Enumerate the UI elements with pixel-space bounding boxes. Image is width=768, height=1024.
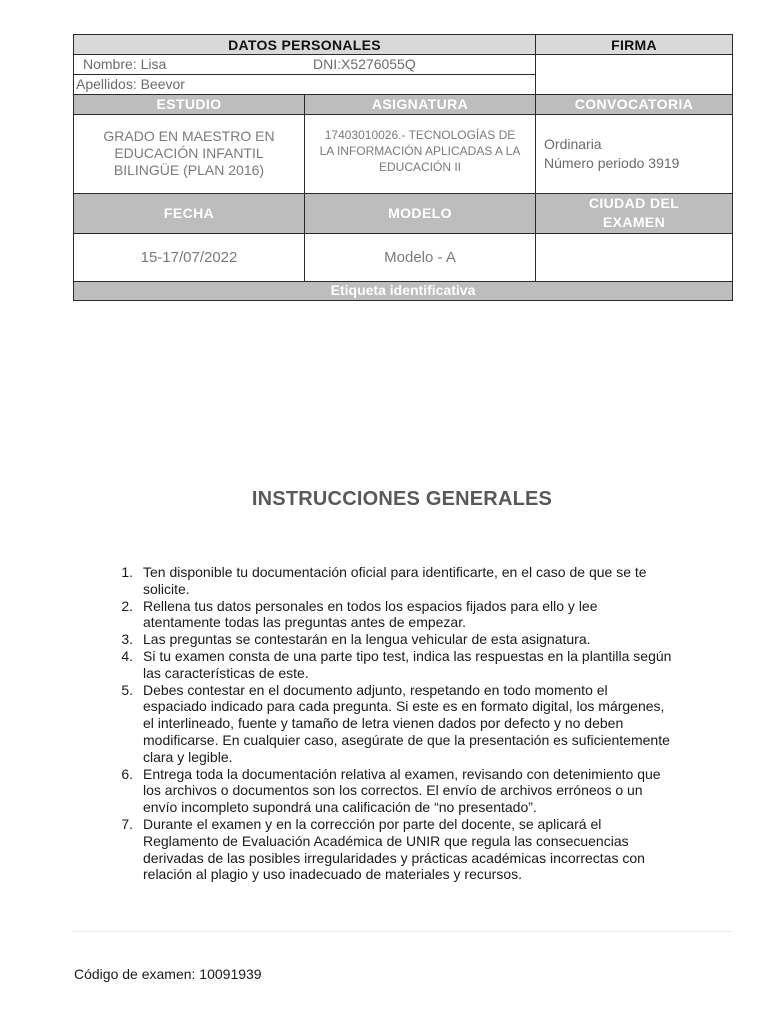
asignatura-heading: ASIGNATURA (305, 94, 536, 114)
firma-box (536, 55, 733, 94)
instructions-list (113, 564, 733, 883)
nombre-field: Nombre: Lisa (83, 56, 167, 73)
instruction-item-7: 7. Durante el examen y en la corrección por parte del docente, se aplicará el Reglamento de Evaluación Académica de UNIR que regula las consecuencias derivadas de las posibles irregularidades y prácticas académicas incorrectas con relación al plagio y uso inadecuado de materiales y recursos. (121, 815, 645, 883)
instruction-item-2: 2. Rellena tus datos personales en todos los espacios fijados para ello y lee atentamente todas las preguntas antes de empezar. (121, 597, 598, 631)
instruction-item-6: 6. Entrega toda la documentación relativa al examen, revisando con detenimiento que los archivos o documentos son los correctos. El envío de archivos erróneos o un envío incompleto supondrá una calificación de “no presentado”. (121, 765, 661, 816)
ciudad-examen-value (536, 234, 733, 282)
estudio-value: GRADO EN MAESTRO EN EDUCACIÓN INFANTIL BILINGÜE (PLAN 2016) (74, 114, 305, 193)
convocatoria-heading: CONVOCATORIA (536, 94, 733, 114)
convocatoria-value: Ordinaria Número periodo 3919 (536, 114, 733, 193)
etiqueta-identificativa: Etiqueta identificativa (74, 281, 733, 300)
nombre-row (74, 55, 536, 75)
apellidos-field: Apellidos: Beevor (76, 75, 185, 92)
modelo-heading: MODELO (305, 193, 536, 233)
exam-header-table (73, 34, 733, 301)
instruction-item-5: 5. Debes contestar en el documento adjunto, respetando en todo momento el espaciado indicado para cada pregunta. Si este es en formato digital, los márgenes, el interlineado, fuente y tamaño de letra vienen dados por defecto y no deben modificarse. En cualquier caso, asegúrate de que la presentación es suficientemente clara y legible. (121, 681, 670, 765)
instruction-item-3: 3. Las preguntas se contestarán en la lengua vehicular de esta asignatura. (121, 631, 591, 648)
asignatura-value: 17403010026.- TECNOLOGÍAS DE LA INFORMACIÓN APLICADAS A LA EDUCACIÓN II (305, 114, 536, 193)
instruction-item-1: 1. Ten disponible tu documentación oficial para identificarte, en el caso de que se te solicite. (121, 564, 647, 597)
firma-heading: FIRMA (536, 35, 733, 55)
dni-field: DNI:X5276055Q (313, 56, 416, 73)
exam-code: Código de examen: 10091939 (74, 966, 262, 982)
datos-personales-heading: DATOS PERSONALES (74, 35, 536, 55)
apellidos-row (74, 75, 536, 94)
modelo-value: Modelo - A (305, 234, 536, 282)
fecha-heading: FECHA (74, 193, 305, 233)
footer-divider (72, 931, 732, 932)
instruction-item-4: 4. Si tu examen consta de una parte tipo test, indica las respuestas en la plantilla según las características de este. (121, 647, 672, 681)
instructions-title: INSTRUCCIONES GENERALES (251, 488, 553, 510)
estudio-heading: ESTUDIO (74, 94, 305, 114)
ciudad-examen-heading: CIUDAD DEL EXAMEN (536, 193, 733, 233)
fecha-value: 15-17/07/2022 (74, 234, 305, 282)
